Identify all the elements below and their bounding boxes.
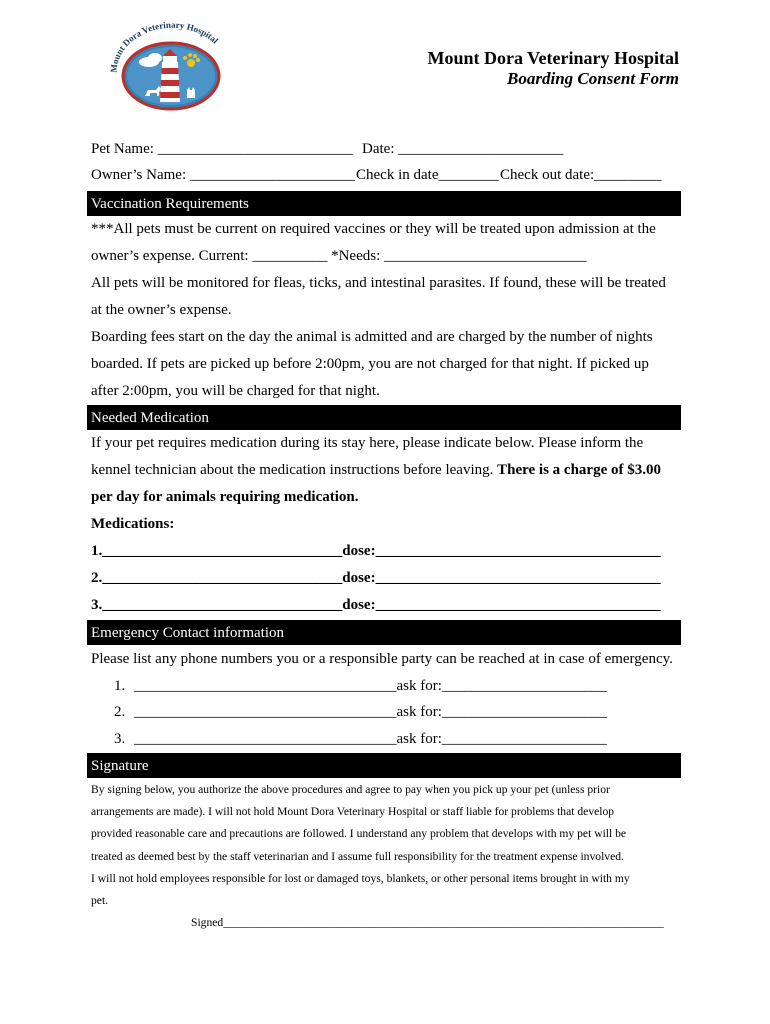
signature-heading: Signature	[87, 753, 681, 778]
emergency-intro: Please list any phone numbers you or a responsible party can be reached at in case of emergency.	[91, 651, 673, 667]
medication-line-3[interactable]: 3.________________________________dose:______________________________________	[91, 597, 661, 613]
owner-name-field[interactable]: Owner’s Name: ______________________	[91, 167, 355, 183]
vaccination-heading: Vaccination Requirements	[87, 191, 681, 216]
check-in-field[interactable]: Check in date________	[356, 167, 499, 183]
medication-text: If your pet requires medication during its stay here, please indicate below. Please inform the	[91, 435, 644, 451]
date-field[interactable]: Date: ______________________	[362, 141, 564, 157]
emergency-num-2: 2.	[114, 704, 126, 720]
signature-text-4: treated as deemed best by the staff veterinarian and I assume full responsibility for the treatment expense involved.	[91, 850, 624, 863]
logo-text: Mount Dora Veterinary Hospital	[108, 19, 221, 74]
emergency-contact-3[interactable]: ___________________________________ask for:______________________	[134, 731, 607, 747]
hospital-name: Mount Dora Veterinary Hospital	[427, 48, 679, 68]
medications-label: Medications:	[91, 516, 175, 532]
signature-text-2: arrangements are made). I will not hold Mount Dora Veterinary Hospital or staff liable for problems that develop	[91, 805, 615, 818]
medication-instructions: kennel technician about the medication instructions before leaving.	[91, 462, 498, 478]
boarding-fee-text-3: after 2:00pm, you will be charged for that night.	[91, 383, 380, 399]
vaccination-text: ***All pets must be current on required vaccines or they will be treated upon admission at the	[91, 221, 656, 237]
signed-field[interactable]: Signed____________________________________________________________________________	[191, 916, 664, 929]
signature-text-5: I will not hold employees responsible for lost or damaged toys, blankets, or other personal items brought in with my	[91, 872, 630, 885]
medication-charge: There is a charge of $3.00	[497, 462, 661, 478]
medication-text-2	[91, 461, 661, 479]
check-out-field[interactable]: Check out date:_________	[500, 167, 662, 183]
signature-text-3: provided reasonable care and precautions are followed. I understand any problem that develops with my pet will be	[91, 827, 627, 840]
emergency-num-3: 3.	[114, 731, 126, 747]
emergency-num-1: 1.	[114, 678, 126, 694]
hospital-logo	[105, 18, 237, 112]
boarding-fee-text: Boarding fees start on the day the animal is admitted and are charged by the number of nights	[91, 329, 653, 345]
emergency-contact-2[interactable]: ___________________________________ask for:______________________	[134, 704, 607, 720]
emergency-heading: Emergency Contact information	[87, 620, 681, 645]
parasite-text-2: at the owner’s expense.	[91, 302, 232, 318]
parasite-text: All pets will be monitored for fleas, ticks, and intestinal parasites. If found, these will be treated	[91, 275, 666, 291]
medication-heading: Needed Medication	[87, 405, 681, 430]
boarding-fee-text-2: boarded. If pets are picked up before 2:00pm, you are not charged for that night. If picked up	[91, 356, 649, 372]
signature-text-1: By signing below, you authorize the above procedures and agree to pay when you pick up your pet (unless prior	[91, 783, 610, 796]
vaccination-current-needs[interactable]: owner’s expense. Current: __________ *Needs: ___________________________	[91, 248, 587, 264]
emergency-contact-1[interactable]: ___________________________________ask for:______________________	[134, 678, 607, 694]
medication-line-2[interactable]: 2.________________________________dose:______________________________________	[91, 570, 661, 586]
medication-charge-2: per day for animals requiring medication.	[91, 489, 359, 505]
pet-name-field[interactable]: Pet Name: __________________________	[91, 141, 353, 157]
signature-text-6: pet.	[91, 894, 109, 907]
form-title: Boarding Consent Form	[507, 69, 679, 88]
medication-line-1[interactable]: 1.________________________________dose:______________________________________	[91, 543, 661, 559]
